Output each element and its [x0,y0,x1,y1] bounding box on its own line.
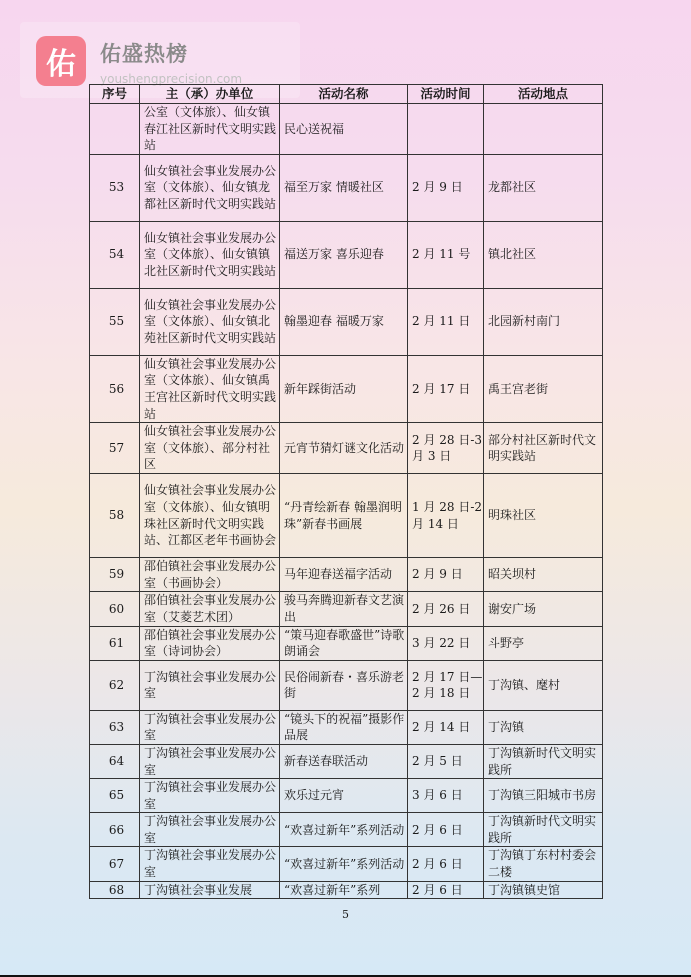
cell-serial: 59 [90,558,140,592]
cell-activity-place: 北园新村南门 [484,288,603,355]
table-row [90,288,603,355]
table-row [90,154,603,221]
cell-activity-name: 元宵节猜灯谜文化活动 [280,423,408,474]
header-organizer: 主（承）办单位 [140,85,280,104]
cell-activity-place: 丁沟镇三阳城市书房 [484,779,603,813]
header-activity-name: 活动名称 [280,85,408,104]
cell-activity-name: 民俗闹新春・喜乐游老街 [280,660,408,710]
cell-activity-time: 2 月 6 日 [408,847,484,881]
cell-organizer: 丁沟镇社会事业发展 [140,881,280,899]
cell-serial: 61 [90,626,140,660]
cell-activity-time: 1 月 28 日-2 月 14 日 [408,474,484,558]
cell-organizer: 邵伯镇社会事业发展办公室（书画协会） [140,558,280,592]
cell-activity-time: 2 月 17 日 [408,355,484,422]
cell-activity-name: 骏马奔腾迎新春文艺演出 [280,592,408,626]
cell-activity-time: 2 月 6 日 [408,881,484,899]
cell-activity-name: “丹青绘新春 翰墨润明珠”新春书画展 [280,474,408,558]
cell-activity-time: 2 月 5 日 [408,744,484,778]
cell-organizer: 仙女镇社会事业发展办公室（文体旅）、仙女镇镇北社区新时代文明实践站 [140,221,280,288]
cell-serial: 63 [90,710,140,744]
table-row [90,744,603,778]
cell-serial: 62 [90,660,140,710]
cell-serial: 65 [90,779,140,813]
table-row [90,221,603,288]
cell-organizer: 丁沟镇社会事业发展办公室 [140,779,280,813]
cell-activity-place: 禹王宫老街 [484,355,603,422]
cell-serial: 67 [90,847,140,881]
cell-activity-time: 2 月 17 日—2 月 18 日 [408,660,484,710]
cell-activity-time: 2 月 26 日 [408,592,484,626]
cell-activity-name: “欢喜过新年”系列 [280,881,408,899]
header-activity-place: 活动地点 [484,85,603,104]
cell-activity-name: 马年迎春送福字活动 [280,558,408,592]
table-row [90,104,603,155]
cell-activity-place: 部分村社区新时代文明实践站 [484,423,603,474]
table-row [90,626,603,660]
cell-serial: 53 [90,154,140,221]
cell-activity-name: 福至万家 情暖社区 [280,154,408,221]
cell-activity-name: “策马迎春歌盛世”诗歌朗诵会 [280,626,408,660]
table-row [90,813,603,847]
cell-organizer: 丁沟镇社会事业发展办公室 [140,847,280,881]
cell-activity-name: 新春送春联活动 [280,744,408,778]
table-row [90,592,603,626]
cell-activity-time: 2 月 11 日 [408,288,484,355]
cell-serial: 68 [90,881,140,899]
cell-serial: 60 [90,592,140,626]
cell-activity-place: 昭关坝村 [484,558,603,592]
cell-serial: 64 [90,744,140,778]
cell-activity-time: 2 月 9 日 [408,558,484,592]
table-row [90,660,603,710]
table-header-row [90,85,603,104]
cell-organizer: 仙女镇社会事业发展办公室（文体旅）、部分村社区 [140,423,280,474]
cell-activity-place: 丁沟镇、麾村 [484,660,603,710]
cell-activity-name: 新年踩街活动 [280,355,408,422]
cell-organizer: 丁沟镇社会事业发展办公室 [140,744,280,778]
cell-activity-name: “欢喜过新年”系列活动 [280,847,408,881]
table-row [90,355,603,422]
cell-activity-place: 镇北社区 [484,221,603,288]
cell-activity-place: 丁沟镇丁东村村委会二楼 [484,847,603,881]
cell-activity-time: 3 月 6 日 [408,779,484,813]
table-row [90,847,603,881]
cell-serial: 66 [90,813,140,847]
cell-organizer: 仙女镇社会事业发展办公室（文体旅）、仙女镇北苑社区新时代文明实践站 [140,288,280,355]
watermark-name: 佑盛热榜 [100,42,188,66]
cell-serial [90,104,140,155]
cell-organizer: 丁沟镇社会事业发展办公室 [140,660,280,710]
cell-organizer: 仙女镇社会事业发展办公室（文体旅）、仙女镇禹王宫社区新时代文明实践站 [140,355,280,422]
cell-activity-place: 斗野亭 [484,626,603,660]
watermark-url: youshengprecision.com [100,72,243,86]
table-row [90,710,603,744]
cell-activity-place: 龙都社区 [484,154,603,221]
cell-activity-time: 2 月 6 日 [408,813,484,847]
header-activity-time: 活动时间 [408,85,484,104]
cell-activity-name: “镜头下的祝福”摄影作品展 [280,710,408,744]
cell-serial: 56 [90,355,140,422]
cell-activity-place: 丁沟镇镇史馆 [484,881,603,899]
cell-activity-time: 2 月 14 日 [408,710,484,744]
cell-organizer: 公室（文体旅）、仙女镇春江社区新时代文明实践站 [140,104,280,155]
cell-activity-place: 丁沟镇 [484,710,603,744]
table-row [90,423,603,474]
table-row [90,474,603,558]
cell-serial: 58 [90,474,140,558]
cell-organizer: 丁沟镇社会事业发展办公室 [140,710,280,744]
activity-table [89,84,603,899]
table-row [90,779,603,813]
cell-activity-name: 翰墨迎春 福暖万家 [280,288,408,355]
cell-activity-name: 福送万家 喜乐迎春 [280,221,408,288]
cell-activity-name: 民心送祝福 [280,104,408,155]
cell-activity-place [484,104,603,155]
cell-serial: 54 [90,221,140,288]
cell-organizer: 仙女镇社会事业发展办公室（文体旅）、仙女镇明珠社区新时代文明实践站、江都区老年书画协会 [140,474,280,558]
cell-serial: 55 [90,288,140,355]
cell-organizer: 邵伯镇社会事业发展办公室（艾菱艺术团） [140,592,280,626]
cell-activity-place: 明珠社区 [484,474,603,558]
cell-activity-place: 谢安广场 [484,592,603,626]
cell-activity-name: 欢乐过元宵 [280,779,408,813]
cell-serial: 57 [90,423,140,474]
cell-activity-time: 2 月 28 日-3 月 3 日 [408,423,484,474]
header-serial: 序号 [90,85,140,104]
table-row [90,558,603,592]
cell-activity-time [408,104,484,155]
cell-activity-place: 丁沟镇新时代文明实践所 [484,813,603,847]
cell-organizer: 丁沟镇社会事业发展办公室 [140,813,280,847]
table-row [90,881,603,899]
page-number: 5 [342,908,349,921]
cell-activity-time: 2 月 9 日 [408,154,484,221]
cell-organizer: 邵伯镇社会事业发展办公室（诗词协会） [140,626,280,660]
watermark-logo-icon: 佑 [36,36,86,86]
cell-activity-time: 2 月 11 号 [408,221,484,288]
cell-activity-time: 3 月 22 日 [408,626,484,660]
cell-activity-place: 丁沟镇新时代文明实践所 [484,744,603,778]
cell-organizer: 仙女镇社会事业发展办公室（文体旅）、仙女镇龙都社区新时代文明实践站 [140,154,280,221]
cell-activity-name: “欢喜过新年”系列活动 [280,813,408,847]
